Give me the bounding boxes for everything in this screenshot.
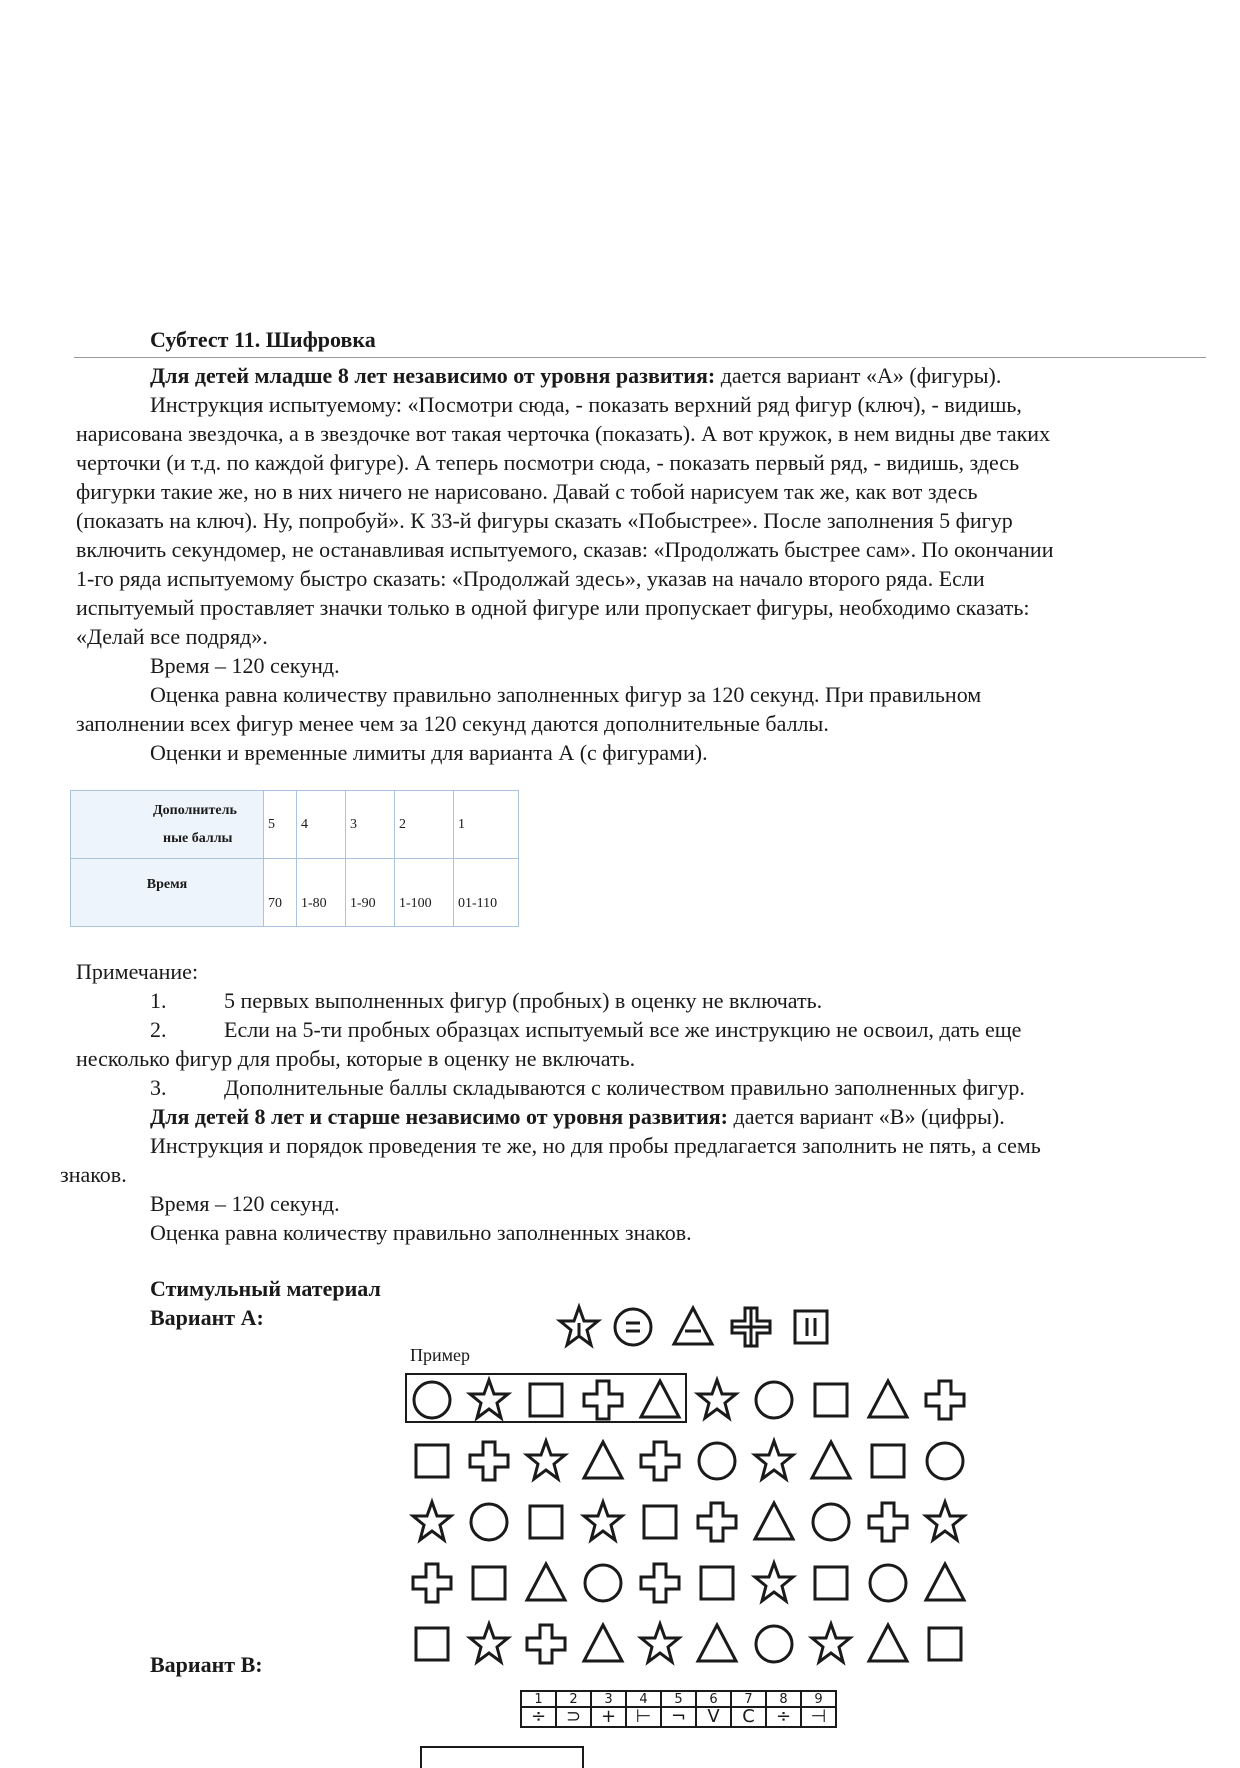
table-cell: 1 [454,791,519,859]
table-cell: 1-80 [297,859,346,927]
key-row [555,1303,835,1353]
intro-bold: Для детей младше 8 лет независимо от уровня развития: [150,363,716,388]
key-b-code: ÷ [766,1707,801,1727]
triangle-shape [869,1625,907,1661]
circle-shape [870,1565,906,1601]
scoring-line: заполнении всех фигур менее чем за 120 секунд даются дополнительные баллы. [76,711,829,736]
key-b-digit: 3 [591,1691,626,1707]
triangle-shape [755,1503,793,1539]
triangle-shape [698,1625,736,1661]
table-cell: 01-110 [454,859,519,927]
scoring-b: Оценка равна количеству правильно заполненных знаков. [150,1220,692,1245]
star-shape [926,1502,964,1540]
instruction-line: Инструкция испытуемому: «Посмотри сюда, - показать верхний ряд фигур (ключ), - видишь, [150,392,1022,417]
instruction-line: включить секундомер, не останавливая испытуемого, сказав: «Продолжать быстрее сам». По окончании [76,537,1054,562]
variant-b-label: Вариант В: [150,1652,263,1677]
cross-shape [413,1564,451,1602]
cross-shape [698,1503,736,1541]
note-number: 1. [150,988,167,1013]
instruction-line: 1-го ряда испытуемому быстро сказать: «Продолжай здесь», указав на начало второго ряда. Если [76,566,985,591]
note-number: 2. [150,1017,167,1042]
cross-shape [926,1381,964,1419]
instruction-line: нарисована звездочка, а в звездочке вот такая черточка (показать). А вот кружок, в нем видны две таких [76,421,1051,446]
procedure-line: знаков. [60,1162,127,1187]
triangle-shape [926,1564,964,1600]
limits-caption: Оценки и временные лимиты для варианта А (с фигурами). [150,740,708,765]
variant-a-grid [400,1370,1000,1670]
note-title: Примечание: [76,959,199,984]
circle-icon [615,1309,651,1345]
table-row [71,791,519,859]
key-b-code: + [591,1707,626,1727]
circle-shape [927,1443,963,1479]
star-shape [641,1624,679,1662]
cross-icon [732,1308,770,1346]
cross-shape [584,1381,622,1419]
square-shape [815,1567,847,1599]
square-shape [815,1384,847,1416]
key-b-digit: 4 [626,1691,661,1707]
key-b-row [521,1691,836,1707]
key-b-digit: 8 [766,1691,801,1707]
star-shape [527,1441,565,1479]
scoring-line: Оценка равна количеству правильно заполненных фигур за 120 секунд. При правильном [150,682,982,707]
table-cell: 2 [395,791,454,859]
circle-shape [756,1382,792,1418]
circle-shape [471,1504,507,1540]
square-shape [929,1628,961,1660]
cross-shape [641,1564,679,1602]
variant-a-label: Вариант А: [150,1305,264,1330]
key-b-digit: 2 [556,1691,591,1707]
key-b-code: ÷ [521,1707,556,1727]
time-limit-a: Время – 120 секунд. [150,653,340,678]
table-row [71,859,519,927]
note-text: Дополнительные баллы складываются с количеством правильно заполненных фигур. [224,1075,1025,1100]
triangle-shape [869,1381,907,1417]
title-divider [74,357,1206,358]
star-shape [584,1502,622,1540]
square-icon [795,1311,827,1343]
procedure-line: Инструкция и порядок проведения те же, но для пробы предлагается заполнить не пять, а семь [150,1133,1041,1158]
cross-shape [641,1442,679,1480]
circle-shape [756,1626,792,1662]
intro-paragraph [150,361,1001,390]
instruction-line: фигурки такие же, но в них ничего не нарисовано. Давай с тобой нарисуем так же, как вот здесь [76,479,978,504]
instruction-line: (показать на ключ). Ну, попробуй». К 33-й фигуры сказать «Побыстрее». После заполнения 5 фигур [76,508,1013,533]
key-b-digit: 9 [801,1691,836,1707]
older-bold: Для детей 8 лет и старше независимо от уровня развития: [150,1104,729,1129]
key-b-row [521,1707,836,1727]
circle-shape [813,1504,849,1540]
square-shape [416,1628,448,1660]
triangle-shape [584,1442,622,1478]
cross-shape [470,1442,508,1480]
older-paragraph [150,1102,1005,1131]
intro-rest: дается вариант «А» (фигуры). [715,363,1002,388]
example-label: Пример [410,1345,471,1365]
answer-box [420,1746,584,1768]
instruction-line: черточки (и т.д. по каждой фигуре). А теперь посмотри сюда, - показать первый ряд, - видишь, здесь [76,450,1020,475]
key-b-code: ¬ [661,1707,696,1727]
key-b-code: ⊃ [556,1707,591,1727]
square-shape [872,1445,904,1477]
table-header-cell: Дополнитель ные баллы [71,791,264,859]
note-text: Если на 5-ти пробных образцах испытуемый все же инструкцию не освоил, дать еще [224,1017,1022,1042]
page-title: Субтест 11. Шифровка [150,327,376,352]
star-shape [413,1502,451,1540]
note-number: 3. [150,1075,167,1100]
note-text: несколько фигур для пробы, которые в оценку не включать. [76,1046,636,1071]
table-cell: 4 [297,791,346,859]
key-b-digit: 6 [696,1691,731,1707]
square-shape [701,1567,733,1599]
square-shape [473,1567,505,1599]
scores-table [70,790,519,927]
key-b-code: ⊣ [801,1707,836,1727]
key-b-code: ⊢ [626,1707,661,1727]
time-limit-b: Время – 120 секунд. [150,1191,340,1216]
older-rest: дается вариант «В» (цифры). [728,1104,1005,1129]
star-shape [698,1380,736,1418]
circle-shape [414,1382,450,1418]
table-cell: 70 [264,859,297,927]
triangle-shape [812,1442,850,1478]
square-shape [530,1506,562,1538]
key-b-digit: 1 [521,1691,556,1707]
key-b-digit: 5 [661,1691,696,1707]
cross-shape [869,1503,907,1541]
star-shape [755,1441,793,1479]
table-cell: 3 [346,791,395,859]
triangle-shape [641,1381,679,1417]
table-cell: 5 [264,791,297,859]
instruction-line: «Делай все подряд». [76,624,268,649]
key-b-digit: 7 [731,1691,766,1707]
square-shape [530,1384,562,1416]
triangle-shape [584,1625,622,1661]
circle-shape [585,1565,621,1601]
cross-shape [527,1625,565,1663]
variant-b-key [520,1690,837,1728]
triangle-icon [674,1308,712,1344]
key-b-code: V [696,1707,731,1727]
table-cell: 1-90 [346,859,395,927]
note-text: 5 первых выполненных фигур (пробных) в оценку не включать. [224,988,823,1013]
square-shape [416,1445,448,1477]
key-b-code: C [731,1707,766,1727]
table-header-cell: Время [71,859,264,927]
star-icon [560,1307,598,1345]
circle-shape [699,1443,735,1479]
table-cell: 1-100 [395,859,454,927]
star-shape [470,1380,508,1418]
star-shape [812,1624,850,1662]
star-shape [755,1563,793,1601]
star-shape [470,1624,508,1662]
triangle-shape [527,1564,565,1600]
square-shape [644,1506,676,1538]
instruction-line: испытуемый проставляет значки только в одной фигуре или пропускает фигуры, необходимо сказать: [76,595,1030,620]
stimulus-title: Стимульный материал [150,1276,381,1301]
